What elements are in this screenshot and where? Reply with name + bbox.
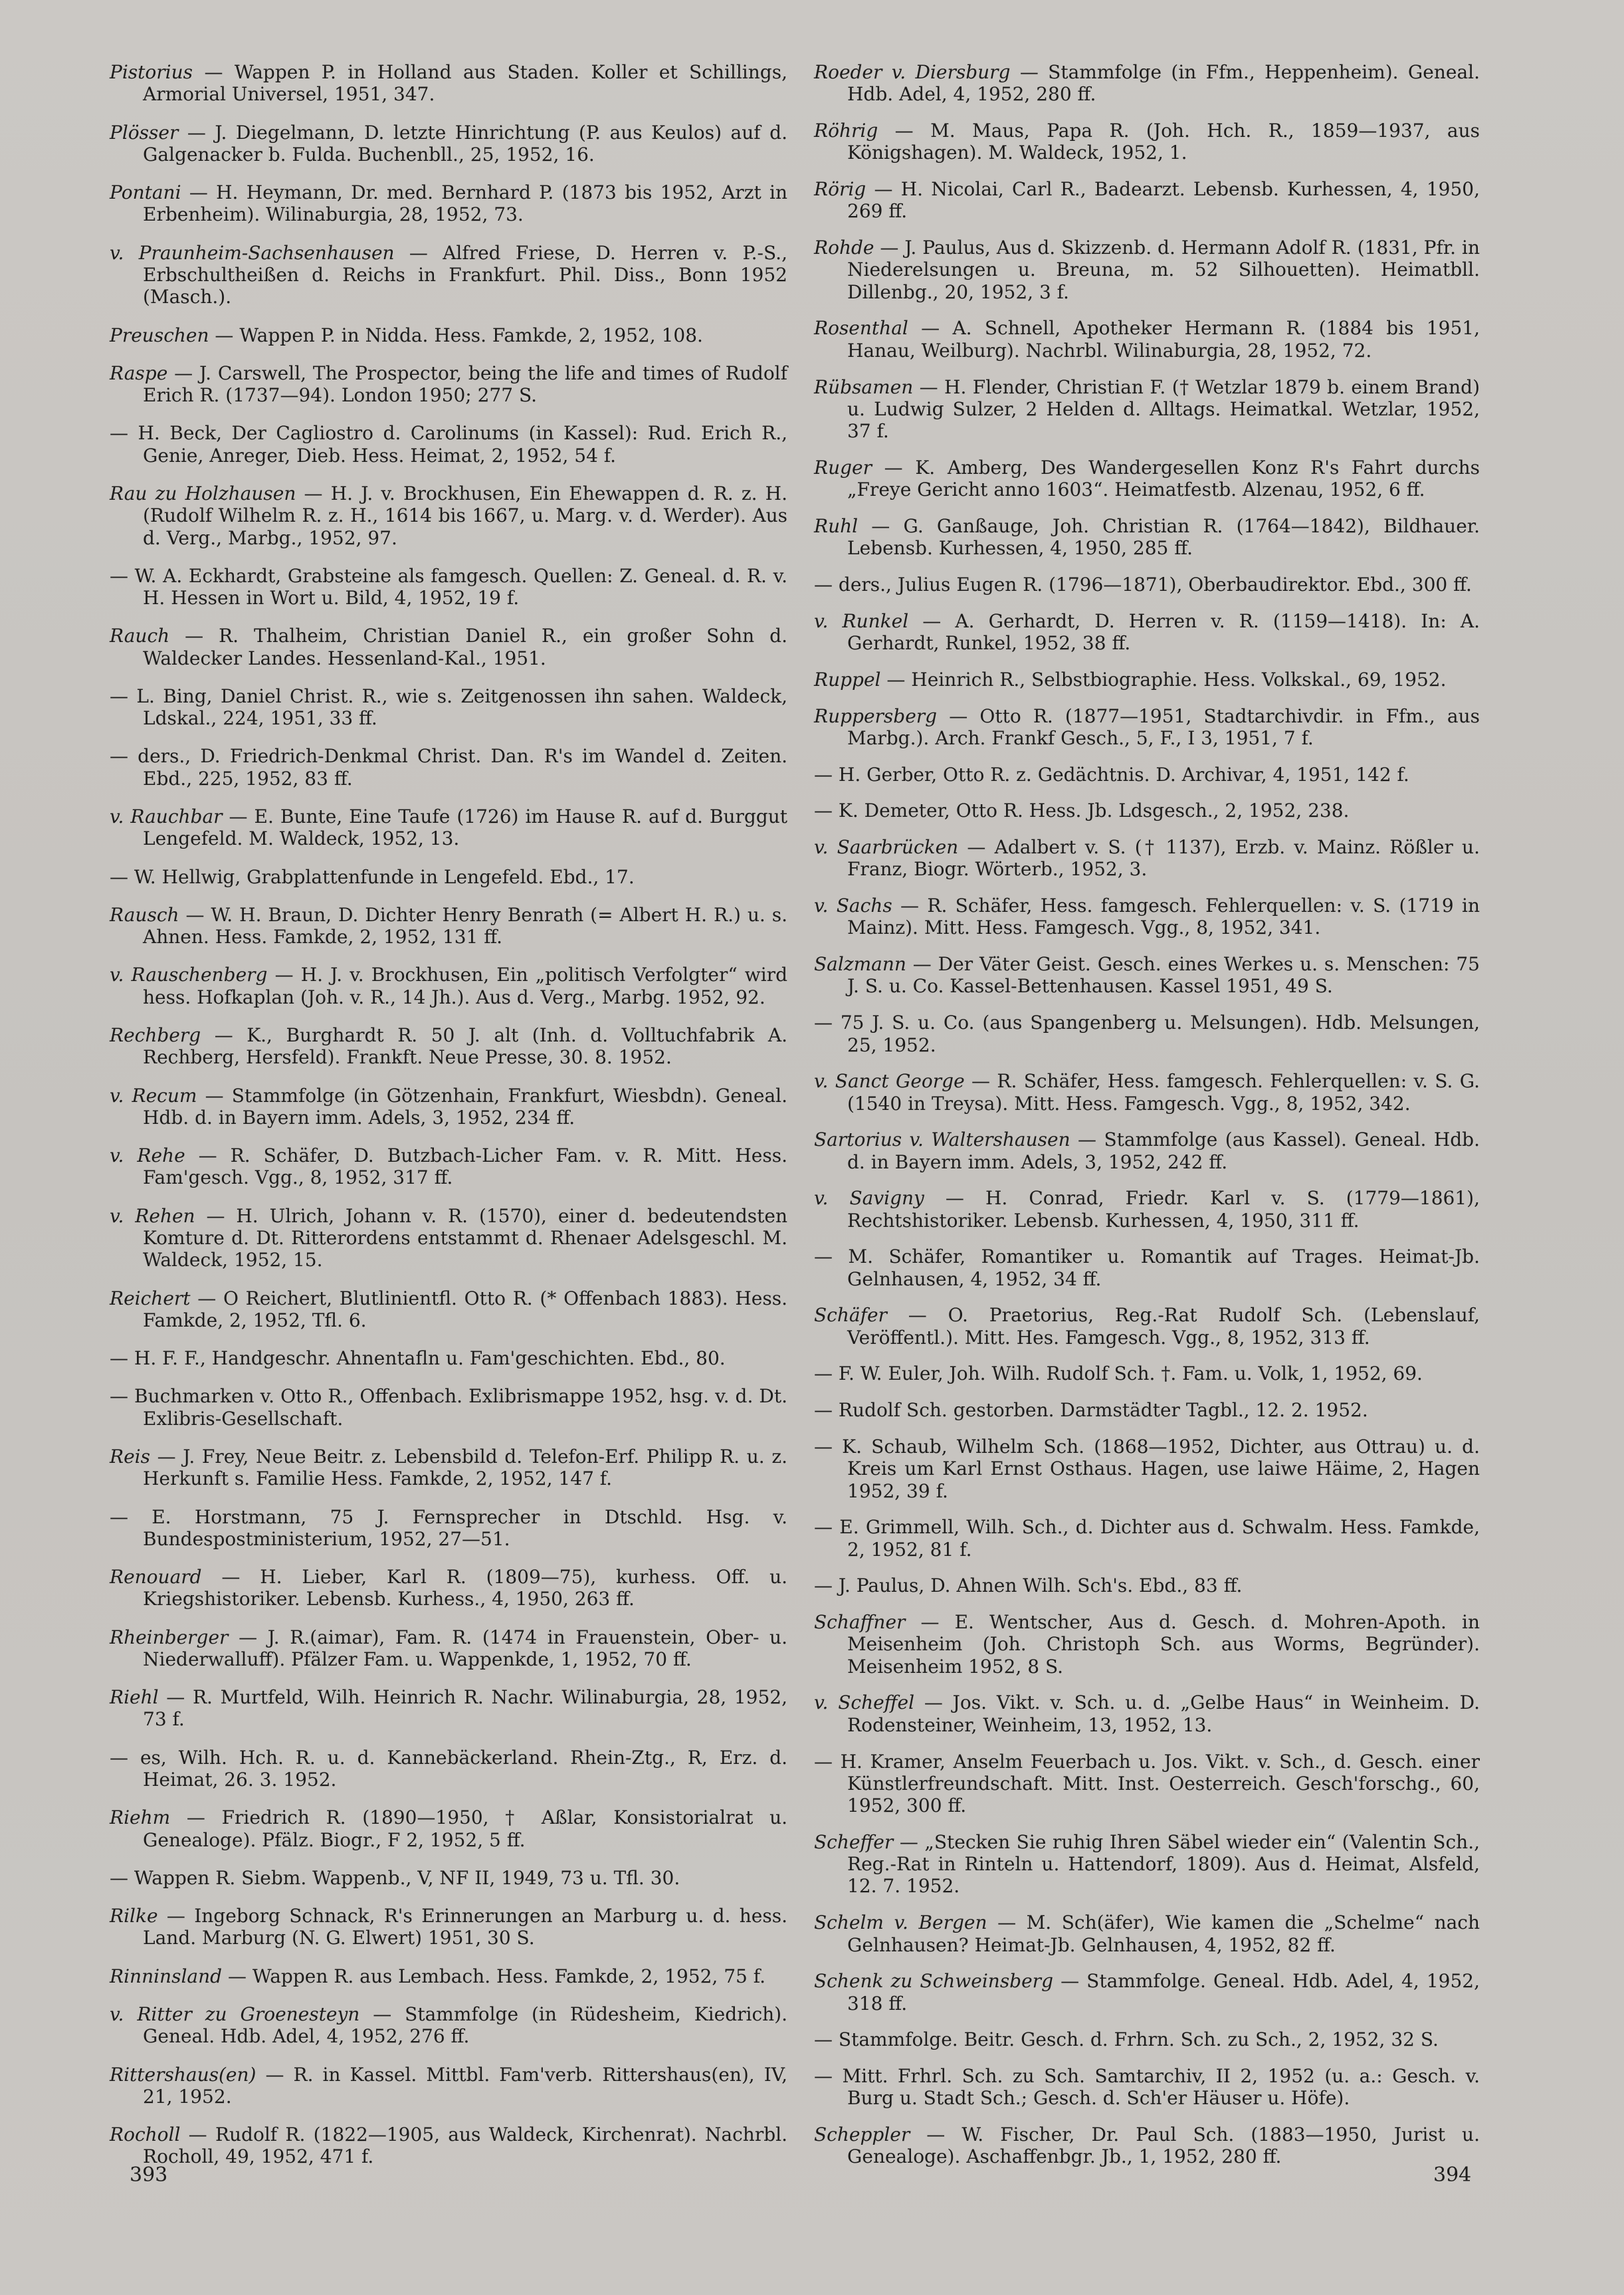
entry-text: — Adalbert v. S. († 1137), Erzb. v. Mainz. Rößler u. Franz, Biogr. Wörterb., 1952, 3. [847, 836, 1480, 881]
bibliography-entry [110, 1446, 787, 1490]
entry-name: v. Rauchbar [110, 806, 223, 828]
entry-text: — J. Diegelmann, D. letzte Hinrichtung (P. aus Keulos) auf d. Galgenacker b. Fulda. Buchenbll., 25, 1952, 16. [143, 121, 787, 165]
bibliography-entry [110, 483, 787, 549]
entry-text: — J. R.(aimar), Fam. R. (1474 in Frauenstein, Ober- u. Niederwalluff). Pfälzer Fam. u. Wappenkde, 1, 1952, 70 ff. [143, 1626, 787, 1670]
bibliography-entry [110, 1806, 787, 1851]
bibliography-entry [814, 1436, 1480, 1502]
bibliography-entry [814, 895, 1480, 939]
entry-name: Schaffner [814, 1611, 906, 1634]
bibliography-entry [110, 1566, 787, 1610]
entry-name: Ruppel [814, 668, 881, 691]
bibliography-entry [814, 1751, 1480, 1817]
entry-text: — R. Schäfer, Hess. famgesch. Fehlerquellen: v. S. (1719 in Mainz). Mitt. Hess. Famgesch. Vgg., 8, 1952, 341. [847, 895, 1480, 939]
entry-text: — J. Carswell, The Prospector, being the life and times of Rudolf Erich R. (1737—94). London 1950; 277 S. [143, 362, 787, 407]
entry-text: — A. Gerhardt, D. Herren v. R. (1159—1418). In: A. Gerhardt, Runkel, 1952, 38 ff. [847, 609, 1480, 655]
entry-text: — H. Gerber, Otto R. z. Gedächtnis. D. Archivar, 4, 1951, 142 f. [814, 763, 1409, 786]
entry-text: — W. A. Eckhardt, Grabsteine als famgesch. Quellen: Z. Geneal. d. R. v. H. Hessen in Wort u. Bild, 4, 1952, 19 f. [110, 564, 787, 609]
bibliography-entry [814, 953, 1480, 998]
entry-name: Reichert [110, 1287, 191, 1309]
bibliography-entry [814, 1399, 1480, 1421]
entry-text: — Stammfolge. Beitr. Gesch. d. Frhrn. Sch. zu Sch., 2, 1952, 32 S. [814, 2028, 1439, 2051]
entry-name: Salzmann [814, 953, 906, 976]
entry-text: — Wappen P. in Nidda. Hess. Famkde, 2, 1952, 108. [209, 324, 703, 346]
entry-text: — M. Schäfer, Romantiker u. Romantik auf Trages. Heimat-Jb. Gelnhausen, 4, 1952, 34 ff. [814, 1246, 1480, 1290]
bibliography-entry [814, 1304, 1480, 1349]
entry-text: — J. Frey, Neue Beitr. z. Lebensbild d. Telefon-Erf. Philipp R. u. z. Herkunft s. Familie Hess. Famkde, 2, 1952, 147 f. [143, 1445, 787, 1490]
entry-name: Reis [110, 1445, 150, 1468]
bibliography-entry [814, 1831, 1480, 1898]
entry-text: — H. Flender, Christian F. († Wetzlar 1879 b. einem Brand) u. Ludwig Sulzer, 2 Helden d. Alltags. Heimatkal. Wetzlar, 1952, 37 f. [847, 376, 1480, 443]
bibliography-entry [814, 574, 1480, 596]
entry-text: — Stammfolge (in Rüdesheim, Kiedrich). Geneal. Hdb. Adel, 4, 1952, 276 ff. [143, 2003, 787, 2048]
bibliography-entry [814, 317, 1480, 362]
entry-name: Scheppler [814, 2124, 910, 2146]
entry-text: — Rudolf R. (1822—1905, aus Waldeck, Kirchenrat). Nachrbl. Rocholl, 49, 1952, 471 f. [143, 2124, 787, 2168]
entry-text: — O. Praetorius, Reg.-Rat Rudolf Sch. (Lebenslauf, Veröffentl.). Mitt. Hes. Famgesch. Vgg., 8, 1952, 313 ff. [847, 1304, 1480, 1349]
bibliography-entry [110, 1965, 787, 1987]
bibliography-entry [814, 1970, 1480, 2015]
entry-name: v. Rehe [110, 1145, 185, 1167]
entry-name: v. Praunheim-Sachsenhausen [110, 241, 395, 264]
bibliography-entry [110, 2064, 787, 2108]
entry-text: — Wappen R. Siebm. Wappenb., V, NF II, 1949, 73 u. Tfl. 30. [110, 1866, 680, 1889]
bibliography-entry [110, 1347, 787, 1369]
entry-text: — H. Nicolai, Carl R., Badearzt. Lebensb. Kurhessen, 4, 1950, 269 ff. [847, 178, 1480, 223]
entry-text: — R. Murtfeld, Wilh. Heinrich R. Nachr. Wilinaburgia, 28, 1952, 73 f. [143, 1686, 787, 1731]
bibliography-entry [814, 1912, 1480, 1956]
entry-name: Plösser [110, 121, 179, 144]
entry-name: Sartorius v. Waltershausen [814, 1129, 1070, 1151]
entry-text: — J. Paulus, Aus d. Skizzenb. d. Hermann Adolf R. (1831, Pfr. in Niederelsungen u. Breuna, m. 52 Silhouetten). Heimatbll. Dillenbg., 20, 1952, 3 f. [847, 237, 1480, 303]
entry-text: — Wappen P. in Holland aus Staden. Koller et Schillings, Armorial Universel, 1951, 347. [143, 61, 787, 106]
entry-text: — W. Hellwig, Grabplattenfunde in Lengefeld. Ebd., 17. [110, 865, 635, 888]
entry-text: — H. J. v. Brockhusen, Ein „politisch Verfolgter“ wird hess. Hofkaplan (Joh. v. R., 14 Jh.). Aus d. Verg., Marbg. 1952, 92. [143, 964, 787, 1008]
entry-text: — Alfred Friese, D. Herren v. P.-S., Erbschultheißen d. Reichs in Frankfurt. Phil. Diss., Bonn 1952 (Masch.). [143, 241, 787, 308]
entry-name: Riehl [110, 1686, 159, 1709]
entry-name: Röhrig [814, 120, 878, 142]
entry-text: — H. F. F., Handgeschr. Ahnentafln u. Fam'geschichten. Ebd., 80. [110, 1347, 726, 1370]
bibliography-entry [110, 2003, 787, 2048]
bibliography-entry [110, 422, 787, 467]
bibliography-entry [110, 1747, 787, 1791]
bibliography-entry [814, 1012, 1480, 1056]
entry-text: — Otto R. (1877—1951, Stadtarchivdir. in Ffm., aus Marbg.). Arch. Frankf Gesch., 5, F., I 3, 1951, 7 f. [847, 705, 1480, 749]
bibliography-entry [814, 669, 1480, 691]
entry-name: v. Rehen [110, 1204, 195, 1227]
entry-name: Riehm [110, 1806, 171, 1829]
entry-name: Ruger [814, 456, 872, 479]
bibliography-entry [110, 1085, 787, 1129]
bibliography-entry [814, 178, 1480, 223]
entry-text: — K., Burghardt R. 50 J. alt (Inh. d. Volltuchfabrik A. Rechberg, Hersfeld). Frankft. Neue Presse, 30. 8. 1952. [143, 1024, 787, 1069]
entry-name: Rechberg [110, 1024, 201, 1046]
entry-name: Rilke [110, 1905, 158, 1927]
entry-name: Ruppersberg [814, 705, 938, 727]
entry-text: — H. Ulrich, Johann v. R. (1570), einer d. bedeutendsten Komture d. Dt. Ritterordens entstammt d. Rhenaer Adelsgeschl. M. Waldeck, 1952, 15. [143, 1204, 788, 1271]
entry-text: — E. Bunte, Eine Taufe (1726) im Hause R. auf d. Burggut Lengefeld. M. Waldeck, 1952, 13. [143, 806, 788, 850]
entry-text: — Mitt. Frhrl. Sch. zu Sch. Samtarchiv, II 2, 1952 (u. a.: Gesch. v. Burg u. Stadt Sch.; Gesch. d. Sch'er Häuser u. Höfe). [814, 2065, 1480, 2110]
bibliography-entry [110, 964, 787, 1008]
bibliography-entry [110, 1626, 787, 1671]
entry-name: Pontani [110, 181, 181, 204]
bibliography-entry [110, 1024, 787, 1069]
entry-text: — Stammfolge (in Ffm., Heppenheim). Geneal. Hdb. Adel, 4, 1952, 280 ff. [847, 61, 1480, 106]
bibliography-entry [110, 242, 787, 308]
bibliography-entry [110, 685, 787, 730]
bibliography-entry [110, 1287, 787, 1332]
entry-text: — Wappen R. aus Lembach. Hess. Famkde, 2, 1952, 75 f. [222, 1965, 766, 1987]
entry-name: Rosenthal [814, 317, 908, 340]
entry-text: — E. Wentscher, Aus d. Gesch. d. Mohren-Apoth. in Meisenheim (Joh. Christoph Sch. aus Worms, Begründer). Meisenheim 1952, 8 S. [847, 1611, 1480, 1678]
bibliography-entry [110, 2124, 787, 2168]
entry-text: — M. Maus, Papa R. (Joh. Hch. R., 1859—1937, aus Königshagen). M. Waldeck, 1952, 1. [847, 120, 1480, 164]
entry-text: — W. Fischer, Dr. Paul Sch. (1883—1950, Jurist u. Genealoge). Aschaffenbgr. Jb., 1, 1952, 280 ff. [847, 2124, 1480, 2168]
bibliography-entry [110, 1686, 787, 1731]
entry-text: — K. Demeter, Otto R. Hess. Jb. Ldsgesch., 2, 1952, 238. [814, 800, 1350, 822]
entry-name: Rheinberger [110, 1626, 229, 1648]
entry-text: — Stammfolge. Geneal. Hdb. Adel, 4, 1952, 318 ff. [847, 1970, 1480, 2015]
bibliography-entry [814, 1187, 1480, 1232]
bibliography-entry [814, 2028, 1480, 2050]
entry-name: v. Saarbrücken [814, 836, 959, 859]
bibliography-entry [814, 705, 1480, 750]
bibliography-entry [110, 61, 787, 106]
bibliography-entry [110, 362, 787, 407]
entry-name: v. Sachs [814, 895, 892, 917]
bibliography-entry [110, 1385, 787, 1430]
entry-text: — G. Ganßauge, Joh. Christian R. (1764—1842), Bildhauer. Lebensb. Kurhessen, 4, 1950, 285 ff. [847, 514, 1480, 560]
entry-text: — O Reichert, Blutlinientfl. Otto R. (* Offenbach 1883). Hess. Famkde, 2, 1952, Tfl. 6. [143, 1287, 787, 1331]
entry-name: Schelm v. Bergen [814, 1912, 987, 1934]
entry-name: Renouard [110, 1566, 202, 1588]
entry-text: — R. Thalheim, Christian Daniel R., ein großer Sohn d. Waldecker Landes. Hessenland-Kal., 1951. [143, 625, 787, 669]
entry-name: v. Ritter zu Groenesteyn [110, 2003, 360, 2025]
bibliography-entry [814, 764, 1480, 786]
entry-name: Rauch [110, 625, 170, 647]
bibliography-entry [110, 866, 787, 888]
entry-name: Scheffer [814, 1830, 894, 1853]
bibliography-entry [814, 800, 1480, 821]
entry-text: — A. Schnell, Apotheker Hermann R. (1884 bis 1951, Hanau, Weilburg). Nachrbl. Wilinaburgia, 28, 1952, 72. [847, 317, 1480, 362]
right-column [814, 61, 1480, 2168]
page-number-left: 393 [130, 2163, 168, 2187]
entry-text: — K. Amberg, Des Wandergesellen Konz R's Fahrt durchs „Freye Gericht anno 1603“. Heimatfestb. Alzenau, 1952, 6 ff. [847, 456, 1480, 501]
entry-text: — Rudolf Sch. gestorben. Darmstädter Tagbl., 12. 2. 1952. [814, 1399, 1368, 1422]
entry-name: Schäfer [814, 1304, 887, 1327]
bibliography-entry [110, 565, 787, 609]
entry-text: — Der Väter Geist. Gesch. eines Werkes u. s. Menschen: 75 J. S. u. Co. Kassel-Bettenhausen. Kassel 1951, 49 S. [847, 953, 1480, 998]
entry-text: — R. in Kassel. Mittbl. Fam'verb. Rittershaus(en), IV, 21, 1952. [143, 2063, 787, 2108]
entry-name: Roeder v. Diersburg [814, 61, 1011, 83]
entry-text: — H. Kramer, Anselm Feuerbach u. Jos. Vikt. v. Sch., d. Gesch. einer Künstlerfreundschaft. Mitt. Inst. Oesterreich. Gesch'forschg., 60, 1952, 300 ff. [814, 1750, 1480, 1817]
entry-name: Rittershaus(en) [110, 2063, 256, 2086]
bibliography-entry [814, 1129, 1480, 1173]
entry-text: — Stammfolge (in Götzenhain, Frankfurt, Wiesbdn). Geneal. Hdb. d. in Bayern imm. Adels, 3, 1952, 234 ff. [143, 1084, 788, 1129]
bibliography-entry [110, 1867, 787, 1889]
entry-text: — Ingeborg Schnack, R's Erinnerungen an Marburg u. d. hess. Land. Marburg (N. G. Elwert) 1951, 30 S. [143, 1905, 787, 1949]
entry-name: v. Runkel [814, 609, 909, 632]
entry-name: v. Recum [110, 1084, 197, 1107]
entry-text: — H. Beck, Der Cagliostro d. Carolinums (in Kassel): Rud. Erich R., Genie, Anreger, Dieb. Hess. Heimat, 2, 1952, 54 f. [110, 422, 787, 467]
page-number-right: 394 [1433, 2163, 1472, 2187]
bibliography-entry [814, 1692, 1480, 1736]
entry-text: — K. Schaub, Wilhelm Sch. (1868—1952, Dichter, aus Ottrau) u. d. Kreis um Karl Ernst Osthaus. Hagen, use laiwe Häime, 2, Hagen 1952, 39 f. [814, 1435, 1480, 1502]
entry-name: Rocholl [110, 2124, 181, 2146]
bibliography-entry [110, 122, 787, 166]
entry-text: — Jos. Vikt. v. Sch. u. d. „Gelbe Haus“ in Weinheim. D. Rodensteiner, Weinheim, 13, 1952, 13. [847, 1692, 1480, 1736]
bibliography-entry [814, 120, 1480, 164]
bibliography-entry [110, 904, 787, 948]
bibliography-entry [814, 1363, 1480, 1384]
entry-name: v. Sanct George [814, 1070, 965, 1093]
entry-text: — Stammfolge (aus Kassel). Geneal. Hdb. d. in Bayern imm. Adels, 3, 1952, 242 ff. [847, 1129, 1480, 1173]
entry-text: — M. Sch(äfer), Wie kamen die „Schelme“ nach Gelnhausen? Heimat-Jb. Gelnhausen, 4, 1952, 82 ff. [847, 1912, 1480, 1956]
bibliography-entry [110, 181, 787, 226]
entry-text: — R. Schäfer, Hess. famgesch. Fehlerquellen: v. S. G. (1540 in Treysa). Mitt. Hess. Famgesch. Vgg., 8, 1952, 342. [847, 1070, 1480, 1115]
entry-name: v. Scheffel [814, 1692, 915, 1714]
bibliography-entry [814, 610, 1480, 655]
entry-name: Preuschen [110, 324, 209, 346]
bibliography-entry [814, 515, 1480, 560]
bibliography-entry [110, 1506, 787, 1551]
entry-text: — ders., Julius Eugen R. (1796—1871), Oberbaudirektor. Ebd., 300 ff. [814, 573, 1472, 596]
left-column [110, 61, 787, 2168]
entry-text: — L. Bing, Daniel Christ. R., wie s. Zeitgenossen ihn sahen. Waldeck, Ldskal., 224, 1951, 33 ff. [110, 685, 787, 730]
entry-name: Schenk zu Schweinsberg [814, 1970, 1053, 1993]
bibliography-entry [814, 1516, 1480, 1561]
entry-name: Rohde [814, 237, 874, 259]
entry-text: — H. Heymann, Dr. med. Bernhard P. (1873 bis 1952, Arzt in Erbenheim). Wilinaburgia, 28, 1952, 73. [143, 181, 787, 226]
entry-text: — J. Paulus, D. Ahnen Wilh. Sch's. Ebd., 83 ff. [814, 1575, 1243, 1597]
entry-name: Rau zu Holzhausen [110, 482, 296, 504]
bibliography-entry [814, 1611, 1480, 1678]
entry-text: — Buchmarken v. Otto R., Offenbach. Exlibrismappe 1952, hsg. v. d. Dt. Exlibris-Gesellschaft. [110, 1385, 787, 1430]
bibliography-entry [814, 61, 1480, 106]
entry-name: Rinninsland [110, 1965, 223, 1987]
bibliography-entry [110, 745, 787, 790]
entry-text: — R. Schäfer, D. Butzbach-Licher Fam. v. R. Mitt. Hess. Fam'gesch. Vgg., 8, 1952, 317 ff. [143, 1145, 787, 1189]
bibliography-entry [110, 806, 787, 850]
bibliography-entry [814, 376, 1480, 443]
bibliography-entry [814, 2065, 1480, 2110]
bibliography-entry [814, 1070, 1480, 1115]
bibliography-entry [814, 2124, 1480, 2168]
entry-name: Rörig [814, 178, 866, 201]
entry-text: — 75 J. S. u. Co. (aus Spangenberg u. Melsungen). Hdb. Melsungen, 25, 1952. [814, 1012, 1480, 1056]
bibliography-entry [110, 324, 787, 346]
bibliography-entry [110, 625, 787, 669]
entry-text: — „Stecken Sie ruhig Ihren Säbel wieder ein“ (Valentin Sch., Reg.-Rat in Rinteln u. Hattendorf, 1809). Aus d. Heimat, Alsfeld, 12. 7. 1952. [847, 1830, 1480, 1898]
entry-name: Pistorius [110, 61, 193, 83]
bibliography-entry [814, 836, 1480, 881]
bibliography-entry [814, 457, 1480, 501]
entry-text: — W. H. Braun, D. Dichter Henry Benrath (= Albert H. R.) u. s. Ahnen. Hess. Famkde, 2, 1952, 131 ff. [143, 903, 787, 948]
entry-text: — Heinrich R., Selbstbiographie. Hess. Volkskal., 69, 1952. [880, 668, 1447, 691]
bibliography-entry [814, 1246, 1480, 1290]
entry-text: — F. W. Euler, Joh. Wilh. Rudolf Sch. †. Fam. u. Volk, 1, 1952, 69. [814, 1363, 1423, 1385]
entry-text: — H. Lieber, Karl R. (1809—75), kurhess. Off. u. Kriegshistoriker. Lebensb. Kurhess., 4, 1950, 263 ff. [143, 1566, 787, 1610]
entry-name: Raspe [110, 362, 168, 384]
bibliography-entry [110, 1905, 787, 1949]
entry-name: v. Rauschenberg [110, 964, 268, 986]
entry-text: — ders., D. Friedrich-Denkmal Christ. Dan. R's im Wandel d. Zeiten. Ebd., 225, 1952, 83 ff. [110, 745, 787, 790]
bibliography-entry [110, 1205, 787, 1271]
bibliography-entry [814, 1575, 1480, 1596]
bibliography-entry [110, 1145, 787, 1189]
entry-name: Ruhl [814, 514, 859, 537]
entry-name: Rausch [110, 903, 179, 926]
entry-text: — E. Grimmell, Wilh. Sch., d. Dichter aus d. Schwalm. Hess. Famkde, 2, 1952, 81 f. [814, 1516, 1480, 1561]
entry-name: v. Savigny [814, 1187, 924, 1210]
entry-text: — Friedrich R. (1890—1950, † Aßlar, Konsistorialrat u. Genealoge). Pfälz. Biogr., F 2, 1952, 5 ff. [143, 1806, 787, 1851]
entry-name: Rübsamen [814, 376, 914, 398]
entry-text: — E. Horstmann, 75 J. Fernsprecher in Dtschld. Hsg. v. Bundespostministerium, 1952, 27—51. [110, 1505, 787, 1550]
entry-text: — H. J. v. Brockhusen, Ein Ehewappen d. R. z. H. (Rudolf Wilhelm R. z. H., 1614 bis 1667, u. Marg. v. d. Werder). Aus d. Verg., Marbg., 1952, 97. [143, 482, 787, 549]
entry-text: — es, Wilh. Hch. R. u. d. Kannebäckerland. Rhein-Ztg., R, Erz. d. Heimat, 26. 3. 1952. [110, 1746, 787, 1791]
entry-text: — H. Conrad, Friedr. Karl v. S. (1779—1861), Rechtshistoriker. Lebensb. Kurhessen, 4, 1950, 311 ff. [847, 1187, 1480, 1232]
bibliography-entry [814, 237, 1480, 303]
